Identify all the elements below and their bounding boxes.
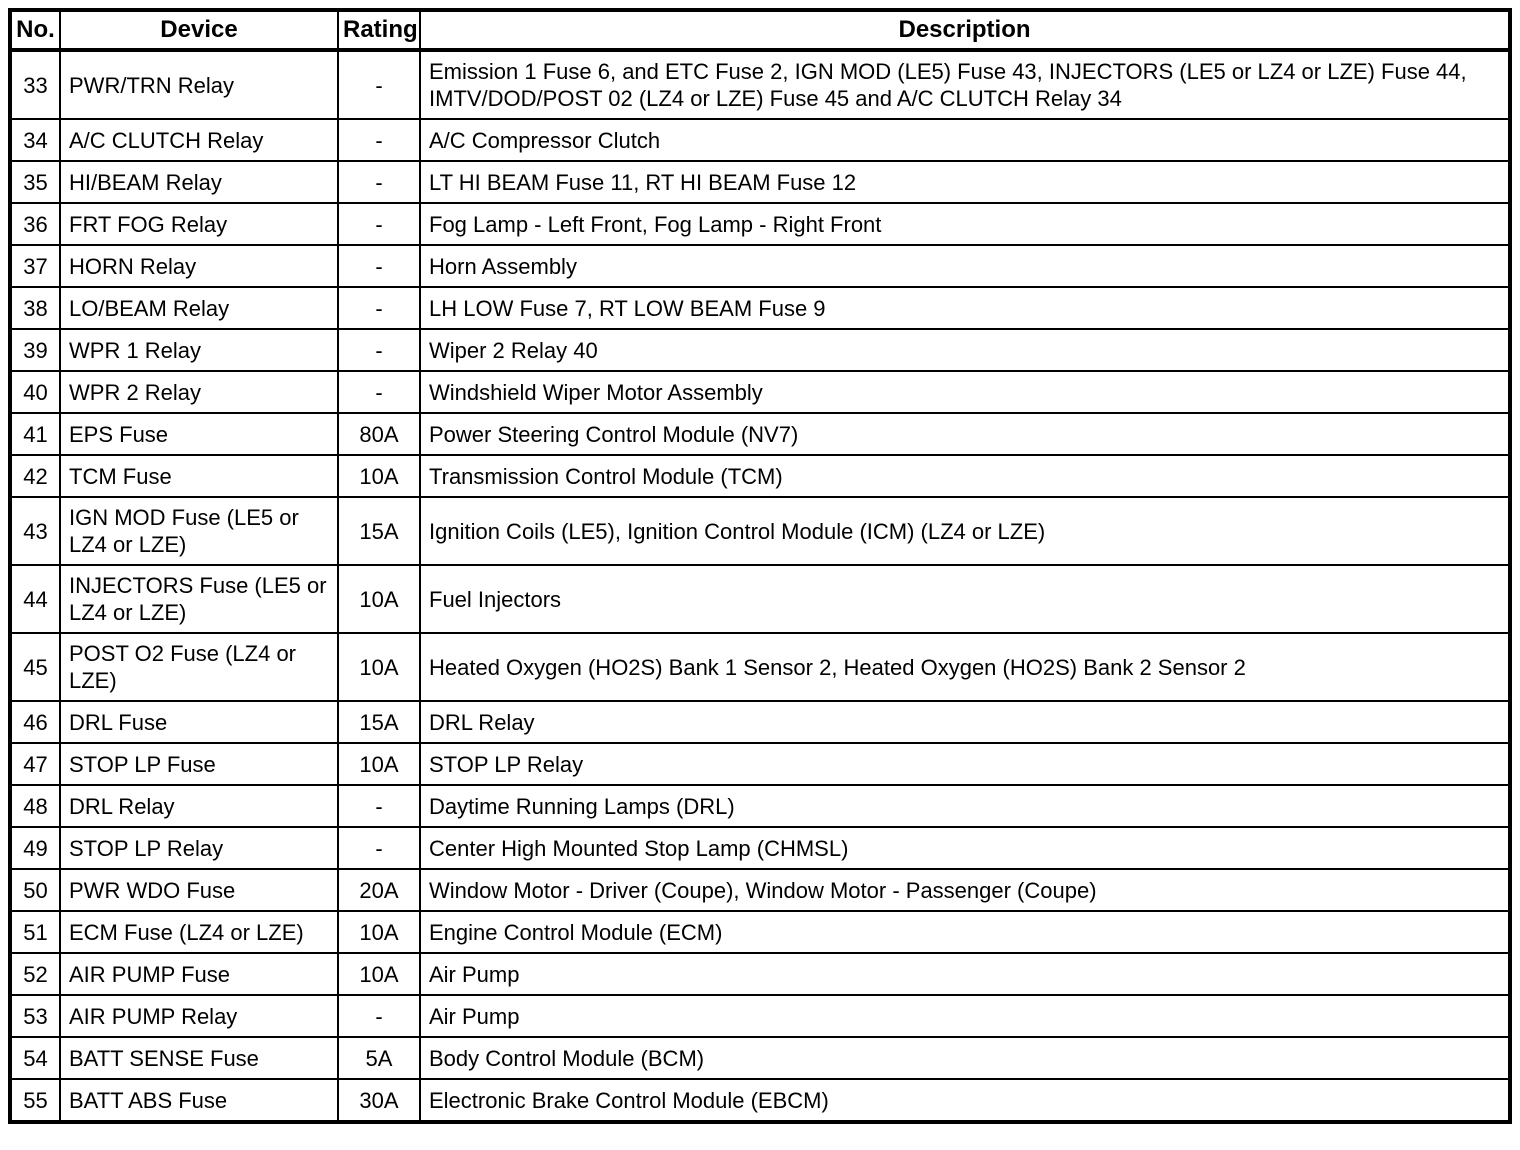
cell-no: 45 <box>10 633 60 701</box>
table-row <box>10 161 1510 203</box>
cell-description: Emission 1 Fuse 6, and ETC Fuse 2, IGN MOD (LE5) Fuse 43, INJECTORS (LE5 or LZ4 or LZE) Fuse 44, IMTV/DOD/POST 02 (LZ4 or LZE) Fuse 45 and A/C CLUTCH Relay 34 <box>420 50 1510 119</box>
table-row <box>10 1079 1510 1122</box>
cell-rating: 20A <box>338 869 420 911</box>
cell-rating: - <box>338 161 420 203</box>
header-cell-description: Description <box>420 10 1510 50</box>
cell-device: BATT ABS Fuse <box>60 1079 338 1122</box>
table-row <box>10 119 1510 161</box>
cell-no: 44 <box>10 565 60 633</box>
cell-no: 51 <box>10 911 60 953</box>
cell-rating: 10A <box>338 911 420 953</box>
table-row <box>10 633 1510 701</box>
cell-device: AIR PUMP Fuse <box>60 953 338 995</box>
cell-description: Body Control Module (BCM) <box>420 1037 1510 1079</box>
cell-no: 47 <box>10 743 60 785</box>
cell-no: 40 <box>10 371 60 413</box>
cell-description: Heated Oxygen (HO2S) Bank 1 Sensor 2, Heated Oxygen (HO2S) Bank 2 Sensor 2 <box>420 633 1510 701</box>
header-cell-rating: Rating <box>338 10 420 50</box>
cell-rating: - <box>338 785 420 827</box>
cell-rating: 80A <box>338 413 420 455</box>
cell-rating: - <box>338 50 420 119</box>
table-row <box>10 869 1510 911</box>
table-row <box>10 413 1510 455</box>
header-cell-device: Device <box>60 10 338 50</box>
cell-description: STOP LP Relay <box>420 743 1510 785</box>
cell-description: Air Pump <box>420 953 1510 995</box>
cell-device: WPR 1 Relay <box>60 329 338 371</box>
cell-description: Electronic Brake Control Module (EBCM) <box>420 1079 1510 1122</box>
cell-device: STOP LP Fuse <box>60 743 338 785</box>
cell-description: Fog Lamp - Left Front, Fog Lamp - Right Front <box>420 203 1510 245</box>
cell-no: 36 <box>10 203 60 245</box>
cell-device: WPR 2 Relay <box>60 371 338 413</box>
cell-no: 46 <box>10 701 60 743</box>
table-header <box>10 10 1510 50</box>
table-row <box>10 329 1510 371</box>
cell-rating: 15A <box>338 701 420 743</box>
cell-no: 37 <box>10 245 60 287</box>
cell-description: Power Steering Control Module (NV7) <box>420 413 1510 455</box>
cell-no: 35 <box>10 161 60 203</box>
cell-rating: 10A <box>338 743 420 785</box>
cell-rating: - <box>338 371 420 413</box>
cell-device: LO/BEAM Relay <box>60 287 338 329</box>
cell-no: 42 <box>10 455 60 497</box>
cell-device: AIR PUMP Relay <box>60 995 338 1037</box>
cell-no: 48 <box>10 785 60 827</box>
cell-description: Engine Control Module (ECM) <box>420 911 1510 953</box>
table-row <box>10 785 1510 827</box>
cell-device: INJECTORS Fuse (LE5 or LZ4 or LZE) <box>60 565 338 633</box>
cell-description: A/C Compressor Clutch <box>420 119 1510 161</box>
cell-rating: - <box>338 287 420 329</box>
table-row <box>10 565 1510 633</box>
table-row <box>10 701 1510 743</box>
cell-rating: 10A <box>338 633 420 701</box>
table-row <box>10 995 1510 1037</box>
cell-no: 33 <box>10 50 60 119</box>
fuse-relay-table <box>8 8 1512 1124</box>
cell-rating: 10A <box>338 455 420 497</box>
cell-description: Air Pump <box>420 995 1510 1037</box>
cell-rating: - <box>338 245 420 287</box>
cell-rating: - <box>338 827 420 869</box>
cell-no: 52 <box>10 953 60 995</box>
table-row <box>10 203 1510 245</box>
cell-device: HORN Relay <box>60 245 338 287</box>
table-row <box>10 50 1510 119</box>
cell-device: IGN MOD Fuse (LE5 or LZ4 or LZE) <box>60 497 338 565</box>
cell-no: 54 <box>10 1037 60 1079</box>
cell-rating: 30A <box>338 1079 420 1122</box>
header-row <box>10 10 1510 50</box>
table-row <box>10 497 1510 565</box>
cell-device: POST O2 Fuse (LZ4 or LZE) <box>60 633 338 701</box>
cell-rating: 5A <box>338 1037 420 1079</box>
cell-device: BATT SENSE Fuse <box>60 1037 338 1079</box>
cell-description: DRL Relay <box>420 701 1510 743</box>
cell-description: Center High Mounted Stop Lamp (CHMSL) <box>420 827 1510 869</box>
cell-device: HI/BEAM Relay <box>60 161 338 203</box>
table-row <box>10 287 1510 329</box>
table-row <box>10 245 1510 287</box>
cell-description: Horn Assembly <box>420 245 1510 287</box>
cell-no: 41 <box>10 413 60 455</box>
cell-no: 49 <box>10 827 60 869</box>
cell-no: 50 <box>10 869 60 911</box>
cell-description: Windshield Wiper Motor Assembly <box>420 371 1510 413</box>
table-row <box>10 953 1510 995</box>
cell-rating: - <box>338 119 420 161</box>
cell-description: Ignition Coils (LE5), Ignition Control Module (ICM) (LZ4 or LZE) <box>420 497 1510 565</box>
header-cell-no: No. <box>10 10 60 50</box>
cell-description: Daytime Running Lamps (DRL) <box>420 785 1510 827</box>
cell-device: PWR WDO Fuse <box>60 869 338 911</box>
cell-no: 43 <box>10 497 60 565</box>
table-row <box>10 455 1510 497</box>
cell-rating: 10A <box>338 953 420 995</box>
table-row <box>10 1037 1510 1079</box>
cell-no: 53 <box>10 995 60 1037</box>
cell-device: DRL Fuse <box>60 701 338 743</box>
cell-device: TCM Fuse <box>60 455 338 497</box>
cell-device: STOP LP Relay <box>60 827 338 869</box>
cell-rating: - <box>338 995 420 1037</box>
cell-device: FRT FOG Relay <box>60 203 338 245</box>
cell-device: ECM Fuse (LZ4 or LZE) <box>60 911 338 953</box>
cell-device: EPS Fuse <box>60 413 338 455</box>
cell-no: 55 <box>10 1079 60 1122</box>
cell-description: Transmission Control Module (TCM) <box>420 455 1510 497</box>
cell-description: Wiper 2 Relay 40 <box>420 329 1510 371</box>
table-row <box>10 743 1510 785</box>
cell-device: A/C CLUTCH Relay <box>60 119 338 161</box>
cell-description: LH LOW Fuse 7, RT LOW BEAM Fuse 9 <box>420 287 1510 329</box>
cell-rating: - <box>338 329 420 371</box>
cell-no: 39 <box>10 329 60 371</box>
table-row <box>10 371 1510 413</box>
cell-device: DRL Relay <box>60 785 338 827</box>
cell-device: PWR/TRN Relay <box>60 50 338 119</box>
cell-rating: 15A <box>338 497 420 565</box>
table-row <box>10 911 1510 953</box>
cell-description: LT HI BEAM Fuse 11, RT HI BEAM Fuse 12 <box>420 161 1510 203</box>
table-row <box>10 827 1510 869</box>
cell-description: Fuel Injectors <box>420 565 1510 633</box>
table-body <box>10 50 1510 1122</box>
cell-no: 34 <box>10 119 60 161</box>
cell-description: Window Motor - Driver (Coupe), Window Motor - Passenger (Coupe) <box>420 869 1510 911</box>
cell-no: 38 <box>10 287 60 329</box>
cell-rating: - <box>338 203 420 245</box>
cell-rating: 10A <box>338 565 420 633</box>
